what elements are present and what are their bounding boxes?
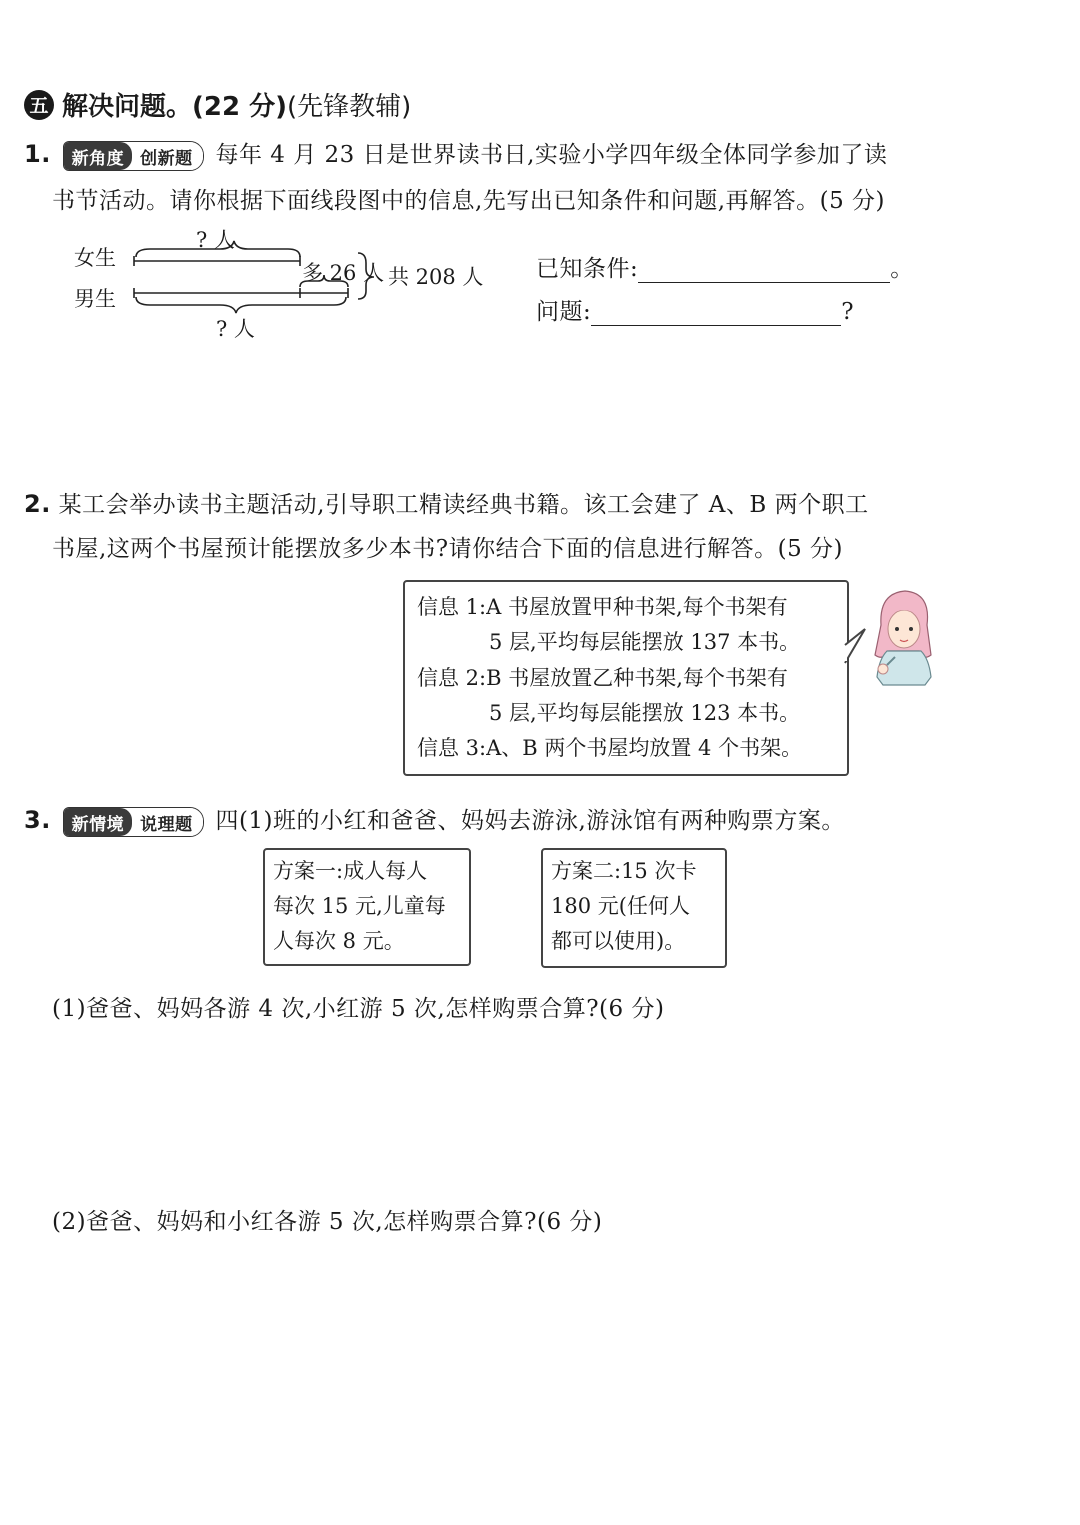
plan1-line-1: 方案一:成人每人 <box>273 859 428 883</box>
question-label: 问题: <box>536 299 592 325</box>
total-brace <box>358 253 374 299</box>
q1-tag <box>63 141 204 171</box>
plan1-box <box>263 848 471 966</box>
diagram-total-label: 共 208 人 <box>388 265 484 289</box>
q3-tag-light: 说理题 <box>132 808 203 836</box>
q1-line1 <box>24 136 887 171</box>
info-line-1: 信息 1:A 书屋放置甲种书架,每个书架有 <box>417 595 788 619</box>
speech-pointer <box>845 629 865 663</box>
diagram-boys-label: 男生 <box>74 287 116 311</box>
info-line-3: 信息 2:B 书屋放置乙种书架,每个书架有 <box>417 666 788 690</box>
q1-tag-dark: 新角度 <box>64 142 133 170</box>
q3-number: 3. <box>24 806 51 834</box>
girl-illustration <box>843 585 943 695</box>
q3-text-line1: 四(1)班的小红和爸爸、妈妈去游泳,游泳馆有两种购票方案。 <box>215 808 845 834</box>
more-brace <box>300 275 348 287</box>
known-condition-label: 已知条件: <box>536 256 639 282</box>
info-speech-box <box>403 580 849 776</box>
diagram-girls-label: 女生 <box>74 246 116 270</box>
plan2-box <box>541 848 727 968</box>
q3-sub1: (1)爸爸、妈妈各游 4 次,小红游 5 次,怎样购票合算?(6 分) <box>52 996 665 1022</box>
q3-sub2: (2)爸爸、妈妈和小红各游 5 次,怎样购票合算?(6 分) <box>52 1209 603 1235</box>
line-segment-diagram <box>120 235 400 325</box>
section-title: 解决问题。(22 分) <box>62 92 287 122</box>
q3-tag <box>63 807 204 837</box>
q1-text-line1: 每年 4 月 23 日是世界读书日,实验小学四年级全体同学参加了读 <box>215 142 888 168</box>
plan1-line-3: 人每次 8 元。 <box>273 929 405 953</box>
info-line-2: 5 层,平均每层能摆放 137 本书。 <box>489 630 801 654</box>
known-condition-row <box>536 250 914 283</box>
info-line-4: 5 层,平均每层能摆放 123 本书。 <box>489 701 801 725</box>
q1-tag-light: 创新题 <box>132 142 203 170</box>
q3-line1 <box>24 802 845 837</box>
question-row <box>536 293 854 326</box>
diagram-girls-count: ? 人 <box>196 228 235 252</box>
diagram-more-label: 多 26 人 <box>302 261 385 285</box>
info-line-5: 信息 3:A、B 两个书屋均放置 4 个书架。 <box>417 736 803 760</box>
diagram-boys-count: ? 人 <box>216 317 255 341</box>
girls-brace <box>136 241 300 257</box>
question-end: ? <box>841 299 855 325</box>
q2-number: 2. <box>24 490 51 518</box>
plan2-line-1: 方案二:15 次卡 <box>551 859 697 883</box>
known-condition-blank[interactable] <box>638 262 890 283</box>
section-number-badge: 五 <box>24 90 54 120</box>
question-blank[interactable] <box>591 305 841 326</box>
known-condition-end: 。 <box>890 256 914 282</box>
q2-line1 <box>24 486 869 519</box>
plan2-line-3: 都可以使用)。 <box>551 929 686 953</box>
q2-text-line1: 某工会举办读书主题活动,引导职工精读经典书籍。该工会建了 A、B 两个职工 <box>58 492 869 518</box>
q3-tag-dark: 新情境 <box>64 808 133 836</box>
section-header <box>24 86 411 123</box>
plan2-line-2: 180 元(任何人 <box>551 894 690 918</box>
section-source: (先锋教辅) <box>287 92 412 122</box>
q1-number: 1. <box>24 140 51 168</box>
q1-text-line2: 书节活动。请你根据下面线段图中的信息,先写出已知条件和问题,再解答。(5 分) <box>52 188 886 214</box>
boys-brace <box>136 297 346 313</box>
plan1-line-2: 每次 15 元,儿童每 <box>273 894 446 918</box>
q2-text-line2: 书屋,这两个书屋预计能摆放多少本书?请你结合下面的信息进行解答。(5 分) <box>52 536 844 562</box>
